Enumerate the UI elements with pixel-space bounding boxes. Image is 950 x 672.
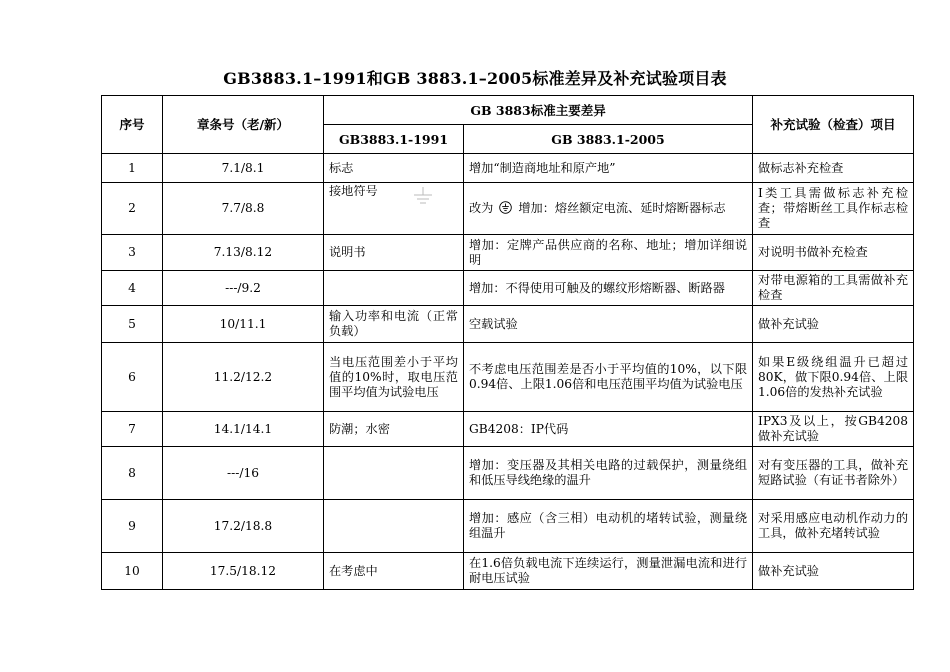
table-row <box>102 306 914 343</box>
cell-no: 10 <box>102 553 163 590</box>
cell-old: 输入功率和电流（正常负载） <box>324 306 464 343</box>
cell-clause: 17.5/18.12 <box>163 553 324 590</box>
cell-supplementary: 做标志补充检查 <box>753 154 914 183</box>
cell-clause: ---/16 <box>163 447 324 500</box>
cell-no: 7 <box>102 412 163 447</box>
cell-supplementary: I类工具需做标志补充检查；带熔断丝工具作标志检查 <box>753 183 914 235</box>
cell-clause: 10/11.1 <box>163 306 324 343</box>
cell-new-prefix: 改为 <box>469 201 494 215</box>
cell-new: 增加：定牌产品供应商的名称、地址；增加详细说明 <box>464 235 753 271</box>
cell-no: 4 <box>102 271 163 306</box>
table-row <box>102 235 914 271</box>
earth-symbol-icon <box>412 186 434 210</box>
header-clause: 章条号（老/新） <box>163 96 324 154</box>
cell-no: 1 <box>102 154 163 183</box>
cell-old <box>324 183 464 235</box>
cell-new: 增加“制造商地址和原产地” <box>464 154 753 183</box>
cell-no: 9 <box>102 500 163 553</box>
cell-clause: ---/9.2 <box>163 271 324 306</box>
cell-new: 不考虑电压范围差是否小于平均值的10%，以下限0.94倍、上限1.06倍和电压范围平均值为试验电压 <box>464 343 753 412</box>
table-row <box>102 183 914 235</box>
cell-old-text: 接地符号 <box>329 184 378 198</box>
cell-old: 说明书 <box>324 235 464 271</box>
cell-clause: 14.1/14.1 <box>163 412 324 447</box>
header-no: 序号 <box>102 96 163 154</box>
cell-old <box>324 447 464 500</box>
cell-old <box>324 271 464 306</box>
cell-clause: 7.7/8.8 <box>163 183 324 235</box>
cell-new: 增加：感应（含三相）电动机的堵转试验，测量绕组温升 <box>464 500 753 553</box>
cell-old: 在考虑中 <box>324 553 464 590</box>
cell-supplementary: 对采用感应电动机作动力的工具，做补充堵转试验 <box>753 500 914 553</box>
cell-old: 标志 <box>324 154 464 183</box>
cell-supplementary: 做补充试验 <box>753 553 914 590</box>
cell-no: 3 <box>102 235 163 271</box>
header-new-standard: GB 3883.1-2005 <box>464 125 753 154</box>
cell-supplementary: 对有变压器的工具，做补充短路试验（有证书者除外） <box>753 447 914 500</box>
cell-no: 2 <box>102 183 163 235</box>
cell-no: 8 <box>102 447 163 500</box>
cell-new <box>464 183 753 235</box>
cell-supplementary: IPX3及以上，按GB4208做补充试验 <box>753 412 914 447</box>
table-row <box>102 343 914 412</box>
table-row <box>102 412 914 447</box>
header-supplementary: 补充试验（检查）项目 <box>753 96 914 154</box>
protective-earth-icon <box>499 201 512 214</box>
cell-new-text: 增加：熔丝额定电流、延时熔断器标志 <box>518 201 726 215</box>
cell-new: 增加：变压器及其相关电路的过载保护，测量绕组和低压导线绝缘的温升 <box>464 447 753 500</box>
table-row <box>102 447 914 500</box>
document-title: GB3883.1–1991和GB 3883.1–2005标准差异及补充试验项目表 <box>223 69 727 88</box>
table-row <box>102 271 914 306</box>
cell-supplementary: 对带电源箱的工具需做补充检查 <box>753 271 914 306</box>
cell-clause: 7.1/8.1 <box>163 154 324 183</box>
cell-supplementary: 做补充试验 <box>753 306 914 343</box>
cell-old: 当电压范围差小于平均值的10%时，取电压范围平均值为试验电压 <box>324 343 464 412</box>
header-diff-group: GB 3883标准主要差异 <box>324 96 753 125</box>
cell-no: 5 <box>102 306 163 343</box>
cell-clause: 17.2/18.8 <box>163 500 324 553</box>
cell-new: 在1.6倍负载电流下连续运行，测量泄漏电流和进行耐电压试验 <box>464 553 753 590</box>
cell-old <box>324 500 464 553</box>
cell-clause: 7.13/8.12 <box>163 235 324 271</box>
cell-new: 空载试验 <box>464 306 753 343</box>
cell-no: 6 <box>102 343 163 412</box>
cell-new: GB4208：IP代码 <box>464 412 753 447</box>
header-old-standard: GB3883.1-1991 <box>324 125 464 154</box>
cell-clause: 11.2/12.2 <box>163 343 324 412</box>
table-row <box>102 553 914 590</box>
table-row <box>102 500 914 553</box>
cell-supplementary: 如果E级绕组温升已超过80K，做下限0.94倍、上限1.06倍的发热补充试验 <box>753 343 914 412</box>
cell-supplementary: 对说明书做补充检查 <box>753 235 914 271</box>
cell-old: 防潮；水密 <box>324 412 464 447</box>
cell-new: 增加：不得使用可触及的螺纹形熔断器、断路器 <box>464 271 753 306</box>
table-row <box>102 154 914 183</box>
standards-comparison-table <box>101 95 914 590</box>
